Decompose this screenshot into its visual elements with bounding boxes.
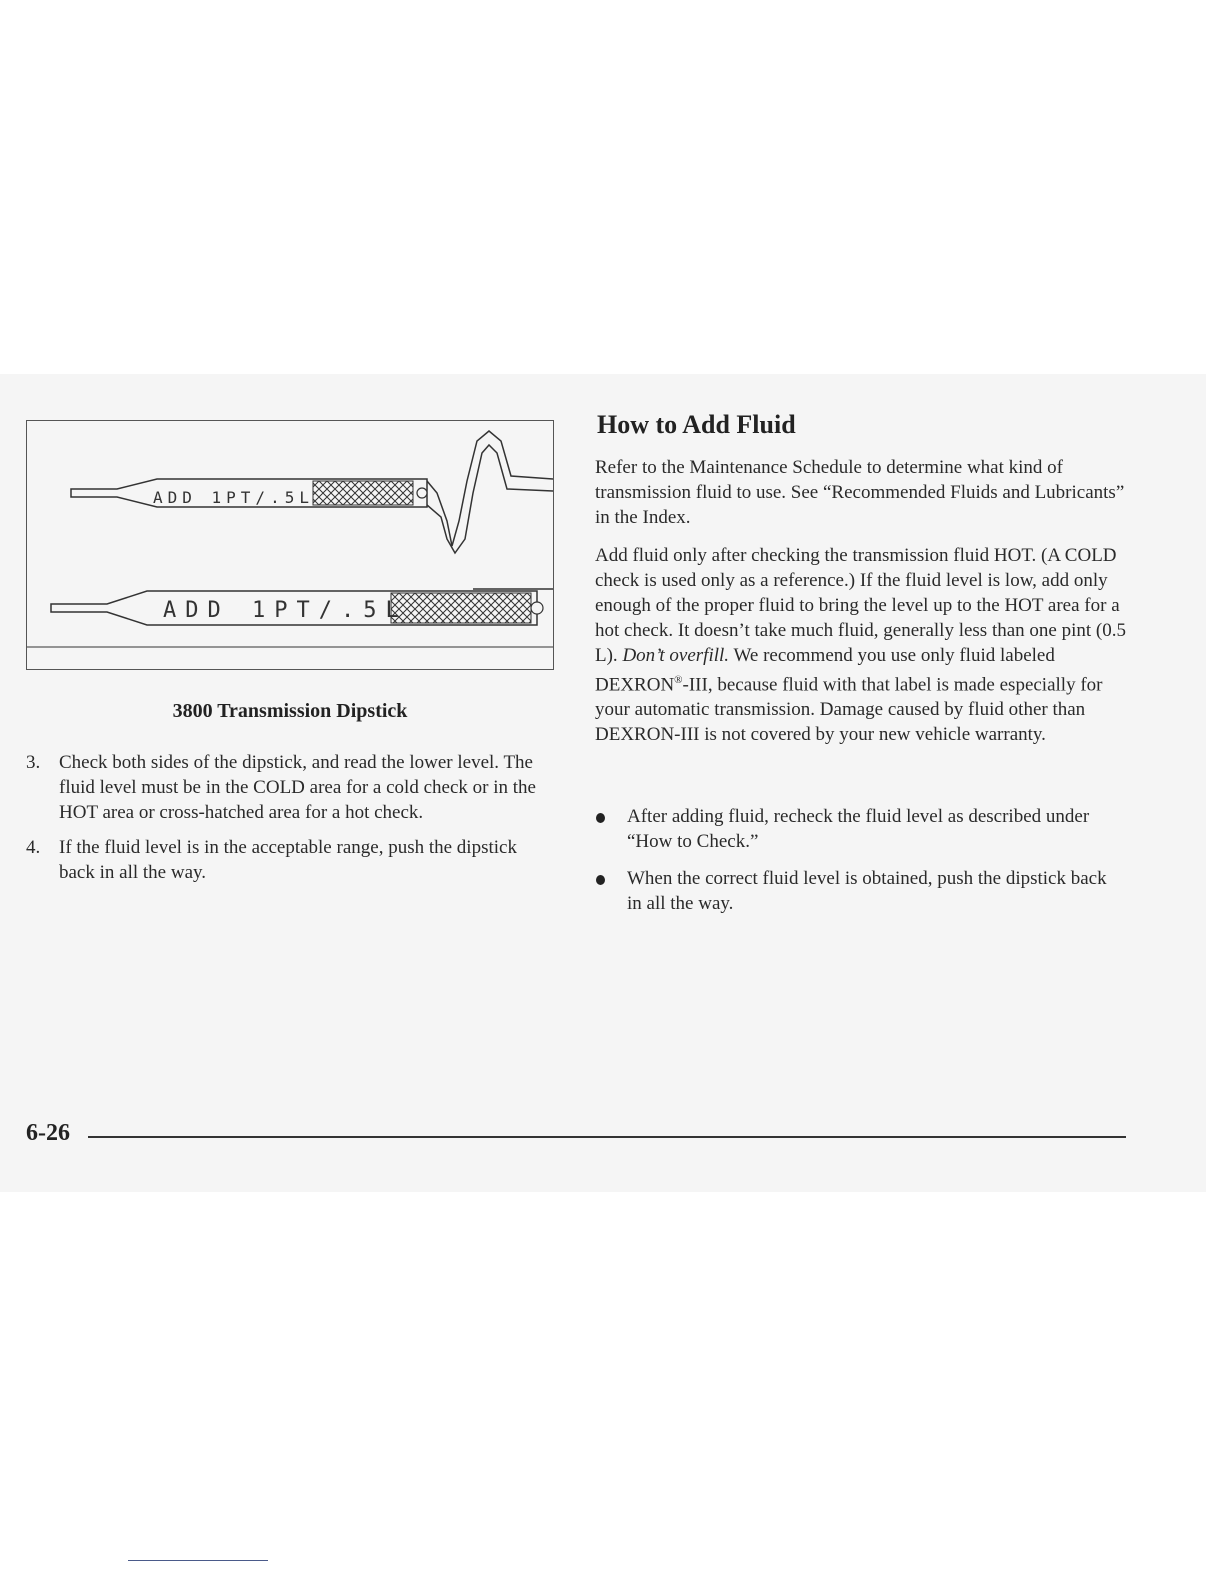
bullet-text: After adding fluid, recheck the fluid level as described under “How to Check.” bbox=[627, 806, 1090, 852]
list-item bbox=[595, 866, 1125, 916]
list-item bbox=[26, 750, 556, 825]
paragraph-text: -III, because fluid with that label is made especially for your automatic transmission. Damage caused by fluid other than DEXRON-III is not covered by your new vehicle warranty. bbox=[595, 674, 1103, 746]
bullet-text: When the correct fluid level is obtained, push the dipstick back in all the way. bbox=[627, 868, 1107, 914]
paragraph-add-fluid bbox=[595, 543, 1130, 747]
dipstick-drawing bbox=[27, 421, 553, 669]
bullet-icon bbox=[596, 875, 605, 885]
list-item bbox=[26, 835, 556, 885]
footer-rule bbox=[88, 1136, 1126, 1138]
bullet-list bbox=[595, 804, 1125, 928]
paragraph-text: Add fluid only after checking the transmission fluid HOT. (A COLD check is used only as a reference.) If the fluid level is low, add only enough of the proper fluid to bring the level up to the HOT area for a hot check. It doesn’t take much fluid, generally less than one pint (0.5 L). bbox=[595, 545, 1126, 666]
page-number: 6-26 bbox=[26, 1120, 70, 1146]
list-item bbox=[595, 804, 1125, 854]
paragraph-text: We recommend you use only fluid labeled DEXRON bbox=[595, 645, 1055, 696]
step-text: Check both sides of the dipstick, and read the lower level. The fluid level must be in the COLD area for a cold check or in the HOT area or cross-hatched area for a hot check. bbox=[59, 752, 536, 823]
step-text: If the fluid level is in the acceptable range, push the dipstick back in all the way. bbox=[59, 837, 517, 883]
paragraph-maintenance: Refer to the Maintenance Schedule to determine what kind of transmission fluid to use. See “Recommended Fluids and Lubricants” in the Index. bbox=[595, 457, 1125, 528]
bullet-icon bbox=[596, 813, 605, 823]
section-title: How to Add Fluid bbox=[597, 410, 796, 439]
dipstick-top-label: ADD 1PT/.5L bbox=[153, 488, 314, 507]
step-number: 4. bbox=[26, 837, 41, 858]
dipstick-bottom-label: ADD 1PT/.5L bbox=[163, 598, 408, 623]
figure-caption: 3800 Transmission Dipstick bbox=[172, 700, 408, 722]
dipstick-illustration bbox=[26, 420, 554, 670]
step-number: 3. bbox=[26, 752, 41, 773]
registered-mark: ® bbox=[674, 674, 683, 686]
steps-list bbox=[26, 750, 556, 895]
emphasis-text: Don’t overfill. bbox=[622, 645, 730, 666]
divider bbox=[128, 1560, 268, 1561]
